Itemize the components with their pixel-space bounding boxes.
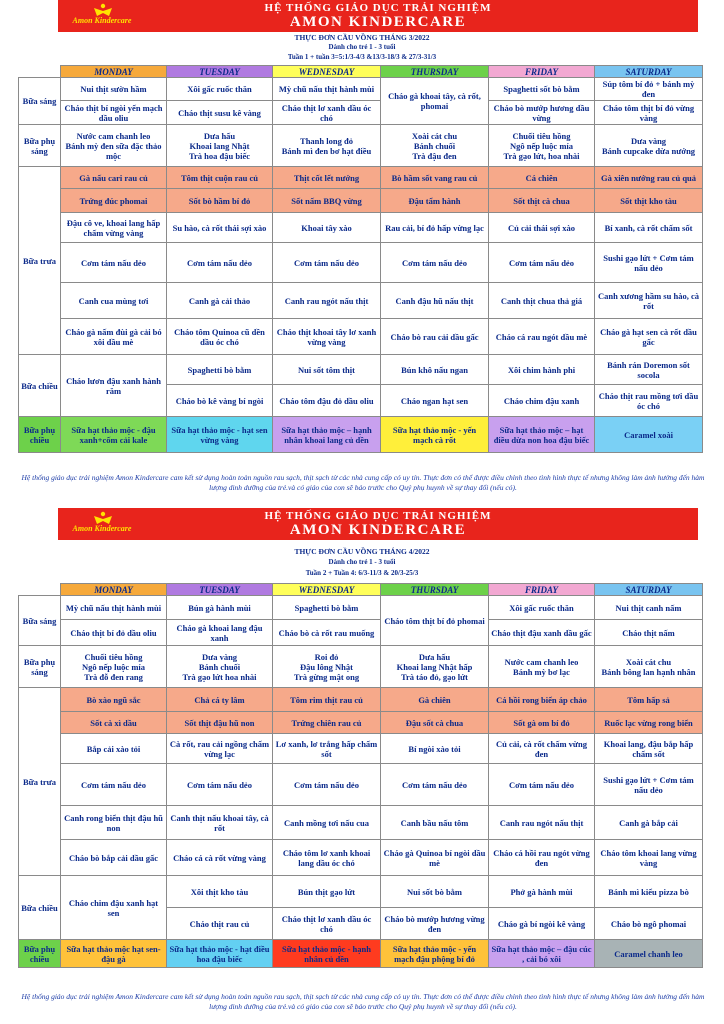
menu-cell: Lơ xanh, lơ trắng hấp chấm sốt (273, 734, 381, 764)
menu-cell: Cháo tôm khoai lang vừng vàng (595, 840, 703, 876)
menu-cell: Cháo bò cà rốt rau muống (273, 620, 381, 646)
menu-cell: Sữa hạt thảo mộc – đậu cúc , cải bó xôi (489, 940, 595, 968)
menu-cell: Sữa hạt thảo mộc - hạt sen vừng vàng (167, 417, 273, 453)
menu-cell: Cháo thịt rau củ (167, 908, 273, 940)
menu-cell: Xoài cát chu Bánh bông lan hạnh nhân (595, 646, 703, 688)
menu-cell: Roi đỏ Đậu lông Nhật Trà gừng mật ong (273, 646, 381, 688)
menu-cell: Nui sốt bò bằm (381, 876, 489, 908)
menu-cell: Mỳ chũ nấu thịt hành mùi (273, 78, 381, 101)
menu-cell: Canh bầu nấu tôm (381, 806, 489, 840)
menu-cell: Sữa hạt thảo mộc - hạnh nhân củ dền (273, 940, 381, 968)
menu-cell: Bánh mì kiểu pizza bò (595, 876, 703, 908)
menu-cell: Cháo chim đậu xanh (489, 385, 595, 417)
weeks-label: Tuần 1 + tuần 3=5:1/3-4/3 &13/3-18/3 & 27/3-31/3 (287, 53, 437, 61)
menu-cell: Khoai tây xào (273, 213, 381, 243)
menu-cell: Nui thịt canh nấm (595, 596, 703, 620)
menu-cell: Cháo cá rau ngót dầu mè (489, 319, 595, 355)
menu-cell: Bún thịt gạo lứt (273, 876, 381, 908)
menu-cell: Cháo tôm đậu đỏ dầu oliu (273, 385, 381, 417)
menu-cell: Rau cải, bí đỏ hấp vừng lạc (381, 213, 489, 243)
menu-cell: Xôi chim hành phi (489, 355, 595, 385)
menu-title: THỰC ĐƠN CẦU VỒNG THÁNG 4/2022 (294, 547, 430, 556)
menu-cell: Cháo bò rau cải dầu gấc (381, 319, 489, 355)
menu-cell: Sữa hạt thảo mộc - yến mạch đậu phộng bí đỏ (381, 940, 489, 968)
menu-cell: Sốt thịt kho tàu (595, 189, 703, 213)
menu-cell: Canh thịt nấu khoai tây, cà rốt (167, 806, 273, 840)
menu-cell: Sữa hạt thảo mộc – hạnh nhân khoai lang củ dền (273, 417, 381, 453)
menu-cell: Bí ngòi xào tỏi (381, 734, 489, 764)
menu-cell: Nước cam chanh leo Bánh mỳ bơ lạc (489, 646, 595, 688)
menu-cell: Dưa vàng Bánh cupcake dừa nướng (595, 125, 703, 167)
menu-cell: Cháo bò bắp cải dầu gấc (61, 840, 167, 876)
meal-label: Bữa phụ chiều (19, 940, 61, 968)
menu-cell: Cơm tám nấu dẻo (381, 764, 489, 806)
menu-cell: Caramel chanh leo (595, 940, 703, 968)
meal-label: Bữa sáng (19, 78, 61, 125)
day-header: WEDNESDAY (273, 584, 381, 596)
menu-table (18, 583, 703, 968)
menu-cell: Cháo cá hồi rau ngót vừng đen (489, 840, 595, 876)
menu-cell: Sốt bò hầm bí đỏ (167, 189, 273, 213)
day-header: TUESDAY (167, 66, 273, 78)
day-header: TUESDAY (167, 584, 273, 596)
menu-cell: Mỳ chũ nấu thịt hành mùi (61, 596, 167, 620)
menu-cell: Cháo thịt lơ xanh dầu óc chó (273, 908, 381, 940)
meal-label: Bữa chiều (19, 355, 61, 417)
meal-label: Bữa trưa (19, 688, 61, 876)
menu-cell: Đậu sốt cà chua (381, 712, 489, 734)
menu-cell: Cá hồi rong biển áp chảo (489, 688, 595, 712)
menu-cell: Cháo thịt rau mồng tơi dầu óc chó (595, 385, 703, 417)
meal-label: Bữa chiều (19, 876, 61, 940)
menu-cell: Spaghetti bò bằm (273, 596, 381, 620)
menu-cell: Phở gà hành mùi (489, 876, 595, 908)
menu-cell: Đậu cô ve, khoai lang hấp chấm vừng vàng (61, 213, 167, 243)
header-banner (58, 0, 698, 32)
menu-cell: Dưa vàng Bánh chuối Trà gạo lứt hoa nhài (167, 646, 273, 688)
menu-cell: Cháo ngan hạt sen (381, 385, 489, 417)
day-header: THURSDAY (381, 66, 489, 78)
menu-cell: Khoai lang, đậu bắp hấp chấm sốt (595, 734, 703, 764)
menu-cell: Cháo tôm Quinoa cũ dền dầu óc chó (167, 319, 273, 355)
menu-cell: Cơm tám nấu dẻo (167, 764, 273, 806)
menu-cell: Bánh rán Doremon sốt socola (595, 355, 703, 385)
menu-cell: Củ cải thái sợi xào (489, 213, 595, 243)
menu-cell: Xôi thịt kho tàu (167, 876, 273, 908)
menu-cell: Cháo cá cà rốt vừng vàng (167, 840, 273, 876)
menu-cell: Sốt gà om bí đỏ (489, 712, 595, 734)
menu-cell: Cơm tám nấu dẻo (61, 764, 167, 806)
menu-table (18, 65, 703, 453)
menu-cell: Cháo tôm lơ xanh khoai lang dầu óc chó (273, 840, 381, 876)
menu-cell: Canh cua mùng tơi (61, 283, 167, 319)
day-header: THURSDAY (381, 584, 489, 596)
menu-cell: Caramel xoài (595, 417, 703, 453)
menu-cell: Bún khô nấu ngan (381, 355, 489, 385)
menu-cell: Cháo thịt nấm (595, 620, 703, 646)
age-label: Dành cho trẻ 1 - 3 tuổi (328, 43, 396, 51)
menu-cell: Đậu tẩm hành (381, 189, 489, 213)
menu-cell: Canh thịt chua thả giá (489, 283, 595, 319)
menu-cell: Sữa hạt thảo mộc hạt sen- đậu gà (61, 940, 167, 968)
menu-cell: Gà chiên (381, 688, 489, 712)
amon-logo (62, 3, 142, 27)
menu-cell: Canh xương hầm su hào, cà rốt (595, 283, 703, 319)
menu-cell: Trứng chiên rau củ (273, 712, 381, 734)
weeks-label: Tuần 2 + Tuần 4: 6/3-11/3 & 20/3-25/3 (305, 569, 419, 577)
menu-cell: Tôm hấp sả (595, 688, 703, 712)
menu-cell: Cháo thịt khoai tây lơ xanh vừng vàng (273, 319, 381, 355)
meal-label: Bữa sáng (19, 596, 61, 646)
system-title: HỆ THỐNG GIÁO DỤC TRẢI NGHIỆM (264, 2, 492, 14)
age-label: Dành cho trẻ 1 - 3 tuổi (328, 558, 396, 566)
menu-cell: Sushi gạo lứt + Cơm tám nấu dẻo (595, 243, 703, 283)
menu-cell: Súp tôm bí đỏ + bánh mỳ đen (595, 78, 703, 101)
menu-cell: Gà nấu cari rau củ (61, 167, 167, 189)
menu-cell: Dưa hấu Khoai lang Nhật Trà hoa đậu biếc (167, 125, 273, 167)
menu-cell: Bún gà hành mùi (167, 596, 273, 620)
footer-note: Hệ thống giáo dục trải nghiệm Amon Kindercare cam kết sử dụng hoàn toàn nguồn rau sạch, thịt sạch từ các nhà cung cấp có uy tín. Thực đơn có thể được điều chỉnh theo tình hình thực tế nhưng không làm ảnh hưởng đến hàm lượng dinh dưỡng của trẻ.và có giáo của con sẽ báo trước cho Quý phụ huynh về sự thay đổi (nếu có). (21, 473, 705, 492)
menu-cell: Cháo gà Quinoa bí ngòi dầu mè (381, 840, 489, 876)
menu-cell: Cháo gà bí ngòi kê vàng (489, 908, 595, 940)
menu-cell: Nui thịt sườn hầm (61, 78, 167, 101)
menu-cell: Gà xiên nướng rau củ quả (595, 167, 703, 189)
menu-cell: Xoài cát chu Bánh chuối Trà đậu đen (381, 125, 489, 167)
menu-cell: Cháo gà khoai tây, cà rốt, phomai (381, 78, 489, 125)
menu-cell: Cơm tám nấu dẻo (273, 764, 381, 806)
menu-cell: Thanh long đỏ Bánh mì đen bơ hạt điều (273, 125, 381, 167)
day-header: MONDAY (61, 66, 167, 78)
menu-cell: Xôi gấc ruốc thăn (167, 78, 273, 101)
menu-cell: Su hào, cà rốt thái sợi xào (167, 213, 273, 243)
logo-text: Amon Kindercare (72, 16, 132, 25)
menu-cell: Cháo chim đậu xanh hạt sen (61, 876, 167, 940)
day-header: SATURDAY (595, 66, 703, 78)
footer-note: Hệ thống giáo dục trải nghiệm Amon Kindercare cam kết sử dụng hoàn toàn nguồn rau sạch, thịt sạch từ các nhà cung cấp có uy tín. Thực đơn có thể được điều chỉnh theo tình hình thực tế nhưng không làm ảnh hưởng đến hàm lượng dinh dưỡng của trẻ.và có giáo của con sẽ báo trước cho Quý phụ huynh về sự thay đổi (nếu có). (21, 992, 705, 1011)
menu-cell: Sữa hạt thảo mộc - đậu xanh+cốm cải kale (61, 417, 167, 453)
menu-cell: Cháo tôm thịt bí đỏ vừng vàng (595, 101, 703, 125)
menu-cell: Bắp cải xào tỏi (61, 734, 167, 764)
menu-cell: Tôm rim thịt rau củ (273, 688, 381, 712)
menu-cell: Canh gà bắp cải (595, 806, 703, 840)
menu-cell: Bò hầm sốt vang rau củ (381, 167, 489, 189)
menu-cell: Tôm thịt cuộn rau củ (167, 167, 273, 189)
menu-cell: Canh đậu hũ nấu thịt (381, 283, 489, 319)
menu-cell: Dưa hấu Khoai lang Nhật hấp Trà táo đỏ, gạo lứt (381, 646, 489, 688)
menu-cell: Sốt nấm BBQ vừng (273, 189, 381, 213)
brand-title: AMON KINDERCARE (289, 14, 467, 30)
menu-cell: Bò xào ngũ sắc (61, 688, 167, 712)
menu-cell: Cháo bò mướp hương dầu vừng (489, 101, 595, 125)
menu-cell: Cháo gà nấm đùi gà cải bó xôi dầu mè (61, 319, 167, 355)
logo-text: Amon Kindercare (72, 524, 132, 533)
day-header: MONDAY (61, 584, 167, 596)
menu-cell: Cháo thịt susu kê vàng (167, 101, 273, 125)
menu-cell: Cơm tám nấu dẻo (61, 243, 167, 283)
menu-cell: Canh gà cải thảo (167, 283, 273, 319)
menu-cell: Sữa hạt thảo mộc – hạt điều dừa non hoa đậu biếc (489, 417, 595, 453)
menu-cell: Củ cải, cà rốt chấm vừng đen (489, 734, 595, 764)
menu-title: THỰC ĐƠN CẦU VỒNG THÁNG 3/2022 (294, 33, 430, 42)
menu-cell: Ruốc lạc vừng rong biển (595, 712, 703, 734)
children-logo-icon (92, 511, 114, 525)
menu-cell: Bí xanh, cà rốt chấm sốt (595, 213, 703, 243)
menu-cell: Cháo tôm thịt bí đỏ phomai (381, 596, 489, 646)
system-title: HỆ THỐNG GIÁO DỤC TRẢI NGHIỆM (264, 510, 492, 522)
menu-cell: Nui sốt tôm thịt (273, 355, 381, 385)
meal-label: Bữa phụ sáng (19, 646, 61, 688)
day-header: WEDNESDAY (273, 66, 381, 78)
menu-cell: Cháo thịt bí ngòi yến mạch dầu oliu (61, 101, 167, 125)
menu-cell: Nước cam chanh leo Bánh mỳ đen sữa đặc thảo mộc (61, 125, 167, 167)
menu-cell: Cháo bò kê vàng bí ngòi (167, 385, 273, 417)
menu-cell: Sushi gạo lứt + Cơm tám nấu dẻo (595, 764, 703, 806)
day-header: FRIDAY (489, 66, 595, 78)
meal-label: Bữa trưa (19, 167, 61, 355)
menu-cell: Xôi gấc ruốc thăn (489, 596, 595, 620)
menu-cell: Cháo thịt lơ xanh dầu óc chó (273, 101, 381, 125)
menu-cell: Cháo thịt đậu xanh dầu gấc (489, 620, 595, 646)
menu-cell: Cơm tám nấu dẻo (489, 764, 595, 806)
meal-label: Bữa phụ chiều (19, 417, 61, 453)
menu-cell: Cháo gà khoai lang đậu xanh (167, 620, 273, 646)
menu-cell: Sốt thịt đậu hũ non (167, 712, 273, 734)
day-header: SATURDAY (595, 584, 703, 596)
menu-cell: Cháo thịt bí đỏ dầu oliu (61, 620, 167, 646)
menu-cell: Chuối tiêu hồng Ngô nếp luộc mía Trà gạo lứt, hoa nhài (489, 125, 595, 167)
menu-cell: Canh rong biển thịt đậu hũ non (61, 806, 167, 840)
menu-cell: Cơm tám nấu dẻo (273, 243, 381, 283)
menu-cell: Chả cá ty lâm (167, 688, 273, 712)
menu-cell: Sốt cà xì dầu (61, 712, 167, 734)
menu-cell: Canh rau ngót nấu thịt (489, 806, 595, 840)
children-logo-icon (92, 3, 114, 17)
menu-cell: Cơm tám nấu dẻo (167, 243, 273, 283)
menu-cell: Sữa hạt thảo mộc - yến mạch cà rốt (381, 417, 489, 453)
menu-cell: Spaghetti bò bằm (167, 355, 273, 385)
menu-cell: Cơm tám nấu dẻo (381, 243, 489, 283)
menu-cell: Cháo bò mướp hương vừng đen (381, 908, 489, 940)
menu-cell: Cháo lươn đậu xanh hành răm (61, 355, 167, 417)
menu-cell: Spaghetti sốt bò bằm (489, 78, 595, 101)
menu-cell: Cháo bò ngô phomai (595, 908, 703, 940)
day-header: FRIDAY (489, 584, 595, 596)
menu-cell: Sữa hạt thảo mộc - hạt điều hoa đậu biếc (167, 940, 273, 968)
menu-cell: Cơm tám nấu dẻo (489, 243, 595, 283)
menu-cell: Sốt thịt cà chua (489, 189, 595, 213)
menu-cell: Thịt cốt lết nướng (273, 167, 381, 189)
menu-cell: Canh mồng tơi nấu cua (273, 806, 381, 840)
menu-cell: Cà rốt, rau cải ngồng chấm vừng lạc (167, 734, 273, 764)
brand-title: AMON KINDERCARE (289, 522, 467, 538)
header-banner (58, 508, 698, 540)
menu-cell: Trứng đúc phomai (61, 189, 167, 213)
menu-cell: Cá chiên (489, 167, 595, 189)
menu-cell: Cháo gà hạt sen cà rốt dầu gấc (595, 319, 703, 355)
meal-label: Bữa phụ sáng (19, 125, 61, 167)
menu-cell: Canh rau ngót nấu thịt (273, 283, 381, 319)
menu-cell: Chuối tiêu hồng Ngô nếp luộc mía Trà đỗ đen rang (61, 646, 167, 688)
amon-logo (62, 511, 142, 535)
